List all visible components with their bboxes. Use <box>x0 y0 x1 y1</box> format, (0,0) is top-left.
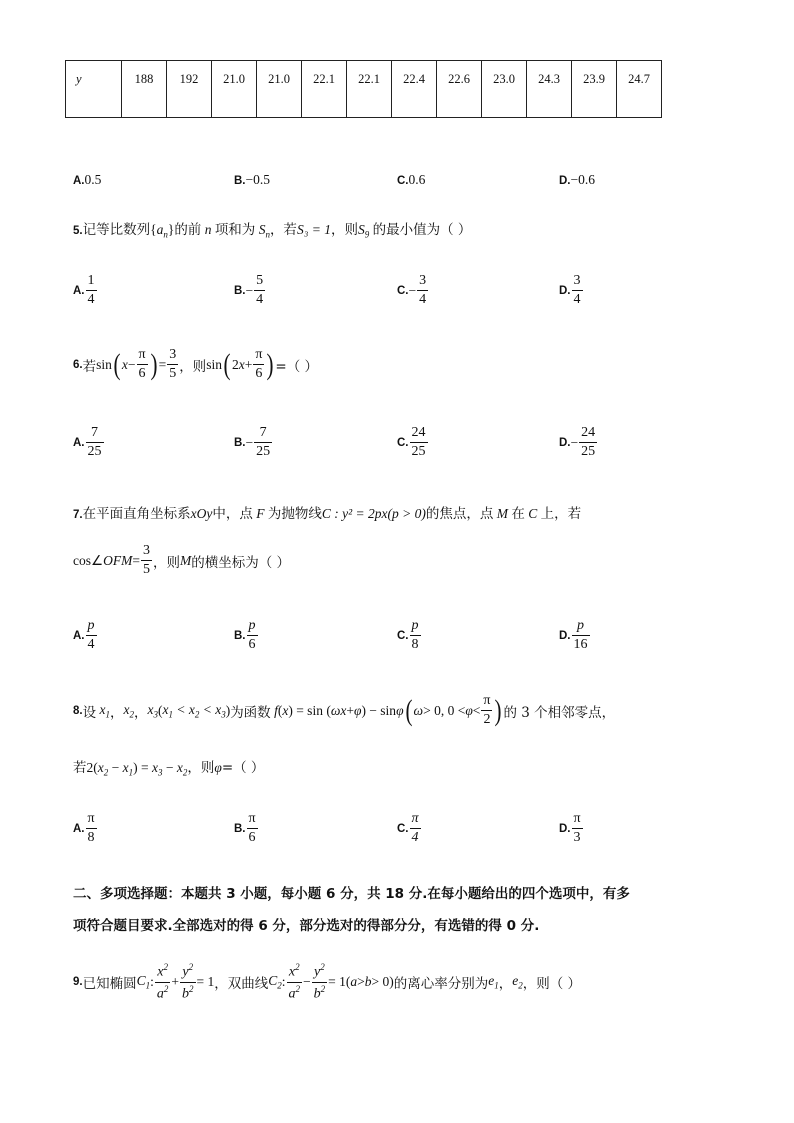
table-cell: 21.0 <box>212 61 257 118</box>
q7-option-d: D. $\frac{p}{16}$ <box>559 618 588 652</box>
q6-option-c: C. $\frac{24}{25}$ <box>397 425 426 459</box>
table-cell: 22.1 <box>302 61 347 118</box>
q5-option-b: B. − $\frac{5}{4}$ <box>234 273 264 307</box>
q6-option-d: D. − $\frac{24}{25}$ <box>559 425 596 459</box>
section-heading-line1: 二、多项选择题：本题共 3 小题，每小题 6 分，共 18 分.在每小题给出的四个选项中，有多 <box>73 886 630 902</box>
table-cell: 22.6 <box>437 61 482 118</box>
data-table <box>65 60 662 118</box>
table-row-label: y <box>66 61 122 118</box>
table-cell: 24.7 <box>617 61 662 118</box>
table-cell: 24.3 <box>527 61 572 118</box>
q7-stem-line2: cos∠ OFM = $\frac{3}{5}$ ，则 M 的横坐标为（ ） <box>73 543 291 577</box>
q4-option-a: A.0.5 <box>73 172 102 187</box>
table-cell: 192 <box>167 61 212 118</box>
q7-option-b: B. $\frac{p}{6}$ <box>234 618 256 652</box>
table-cell: 23.0 <box>482 61 527 118</box>
q4-option-c: C.0.6 <box>397 172 426 187</box>
q5-option-c: C. − $\frac{3}{4}$ <box>397 273 427 307</box>
q7-option-c: C. $\frac{p}{8}$ <box>397 618 419 652</box>
q6-option-a: A. $\frac{7}{25}$ <box>73 425 102 459</box>
q5-option-a: A. $\frac{1}{4}$ <box>73 273 95 307</box>
q8-stem-line1: 8. 设 $x_1$ ， $x_2$ ， $x_3$ ( $x_1 < x_2 < x_3$ ) 为函数 f ( x ) = sin ( ωx + φ ) − sin φ ( ω > 0, 0 < φ < $\frac{\pi}{2}$ ) 的 3 个相邻零点， <box>73 693 616 727</box>
table-cell: 188 <box>122 61 167 118</box>
table-cell: 23.9 <box>572 61 617 118</box>
sin-expression-1: sin <box>96 356 112 372</box>
sequence-symbol: $\{a_n\}$ <box>150 222 175 240</box>
q8-stem-line2: 若$2(x_2 - x_1) = x_3 - x_2$，则φ=（ ） <box>73 760 265 778</box>
q8-option-a: A. $\frac{\pi}{8}$ <box>73 811 95 845</box>
q9-stem: 9. 已知椭圆 $C_1$ : $\frac{x^2}{a^2}$ + $\frac{y^2}{b^2}$ = 1 ，双曲线 $C_2$ : $\frac{x^2}{a^2}$ − $\frac{y^2}{b^2}$ = 1( a > b > 0) 的离心率分别为 $e_1$ ， $e_2$ ，则（ ） <box>73 962 582 1002</box>
table-cell: 21.0 <box>257 61 302 118</box>
q7-stem-line1: 7.在平面直角坐标系xOy中，点 F 为抛物线C : y² = 2px(p > 0)的焦点，点 M 在 C 上，若 <box>73 506 582 522</box>
table-cell: 22.4 <box>392 61 437 118</box>
q6-stem: 6. 若 sin ( x − $\frac{\pi}{6}$ ) = $\frac{3}{5}$ ，则 sin ( 2 x + $\frac{\pi}{6}$ ) =（ ） <box>73 347 319 381</box>
q8-option-d: D. $\frac{\pi}{3}$ <box>559 811 581 845</box>
q5-stem: 5.记等比数列$\{a_n\}$的前 n 项和为 $S_n$，若S₃ = 1，则$S_9$ 的最小值为（ ） <box>73 222 472 240</box>
q8-option-c: C. $\frac{\pi}{4}$ <box>397 811 419 845</box>
sin-expression-2: sin <box>206 356 222 372</box>
q4-option-d: D.−0.6 <box>559 172 595 187</box>
table-cell: 22.1 <box>347 61 392 118</box>
q8-option-b: B. $\frac{\pi}{6}$ <box>234 811 256 845</box>
section-heading-line2: 项符合题目要求.全部选对的得 6 分，部分选对的得部分分，有选错的得 0 分. <box>73 918 540 934</box>
q4-option-b: B.−0.5 <box>234 172 270 187</box>
q6-option-b: B. − $\frac{7}{25}$ <box>234 425 271 459</box>
q5-option-d: D. $\frac{3}{4}$ <box>559 273 581 307</box>
q7-option-a: A. $\frac{p}{4}$ <box>73 618 95 652</box>
table-row <box>66 61 662 118</box>
